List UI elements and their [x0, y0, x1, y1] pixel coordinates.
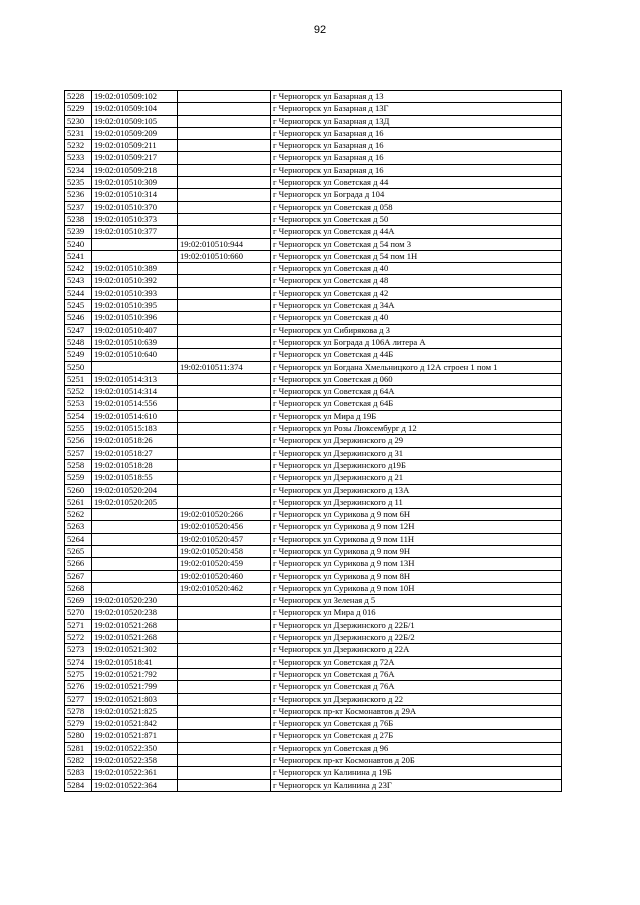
table-row [65, 201, 562, 213]
cell-room-cadastral-number [178, 275, 271, 287]
table-row [65, 213, 562, 225]
cell-room-cadastral-number: 19:02:010520:459 [178, 558, 271, 570]
cell-row-number: 5256 [65, 435, 92, 447]
cell-row-number: 5276 [65, 681, 92, 693]
cell-cadastral-number: 19:02:010522:350 [92, 742, 178, 754]
cell-room-cadastral-number [178, 164, 271, 176]
cell-cadastral-number: 19:02:010518:55 [92, 472, 178, 484]
cell-room-cadastral-number: 19:02:010510:660 [178, 250, 271, 262]
table-row [65, 656, 562, 668]
cell-cadastral-number: 19:02:010510:639 [92, 336, 178, 348]
cell-address: г Черногорск ул Мира д 19Б [271, 410, 562, 422]
table-row [65, 250, 562, 262]
cell-cadastral-number [92, 570, 178, 582]
cell-address: г Черногорск ул Дзержинского д 22 [271, 693, 562, 705]
cell-cadastral-number: 19:02:010510:309 [92, 177, 178, 189]
table-row [65, 595, 562, 607]
cell-address: г Черногорск ул Базарная д 16 [271, 140, 562, 152]
cell-room-cadastral-number: 19:02:010510:944 [178, 238, 271, 250]
cell-cadastral-number: 19:02:010521:803 [92, 693, 178, 705]
table-row [65, 238, 562, 250]
cell-row-number: 5235 [65, 177, 92, 189]
cell-row-number: 5263 [65, 521, 92, 533]
cell-row-number: 5262 [65, 509, 92, 521]
cell-cadastral-number: 19:02:010509:104 [92, 103, 178, 115]
cell-row-number: 5282 [65, 755, 92, 767]
cell-address: г Черногорск ул Советская д 72А [271, 656, 562, 668]
table-row [65, 693, 562, 705]
cell-room-cadastral-number [178, 226, 271, 238]
table-row [65, 164, 562, 176]
cell-room-cadastral-number [178, 91, 271, 103]
cell-room-cadastral-number: 19:02:010520:456 [178, 521, 271, 533]
cell-room-cadastral-number [178, 386, 271, 398]
cell-cadastral-number: 19:02:010520:230 [92, 595, 178, 607]
cell-cadastral-number [92, 558, 178, 570]
cell-cadastral-number: 19:02:010510:396 [92, 312, 178, 324]
cell-cadastral-number [92, 582, 178, 594]
cell-room-cadastral-number [178, 152, 271, 164]
table-row [65, 779, 562, 791]
cell-room-cadastral-number [178, 595, 271, 607]
table-row [65, 607, 562, 619]
cell-cadastral-number: 19:02:010521:825 [92, 705, 178, 717]
cell-row-number: 5248 [65, 336, 92, 348]
cell-address: г Черногорск ул Советская д 44А [271, 226, 562, 238]
table-row [65, 349, 562, 361]
cell-row-number: 5251 [65, 373, 92, 385]
cell-cadastral-number: 19:02:010514:610 [92, 410, 178, 422]
cell-address: г Черногорск ул Базарная д 16 [271, 164, 562, 176]
cell-row-number: 5269 [65, 595, 92, 607]
page-number: 92 [313, 24, 327, 36]
cell-cadastral-number: 19:02:010521:302 [92, 644, 178, 656]
cell-cadastral-number: 19:02:010518:28 [92, 459, 178, 471]
cell-cadastral-number: 19:02:010510:407 [92, 324, 178, 336]
cell-address: г Черногорск ул Базарная д 16 [271, 152, 562, 164]
cell-cadastral-number [92, 521, 178, 533]
cell-cadastral-number: 19:02:010509:217 [92, 152, 178, 164]
cell-cadastral-number: 19:02:010514:314 [92, 386, 178, 398]
table-row [65, 300, 562, 312]
cell-room-cadastral-number [178, 644, 271, 656]
cell-room-cadastral-number [178, 103, 271, 115]
cell-address: г Черногорск ул Дзержинского д 22Б/1 [271, 619, 562, 631]
cell-row-number: 5284 [65, 779, 92, 791]
cell-room-cadastral-number [178, 472, 271, 484]
cell-room-cadastral-number [178, 300, 271, 312]
cell-cadastral-number: 19:02:010510:393 [92, 287, 178, 299]
cell-cadastral-number: 19:02:010522:358 [92, 755, 178, 767]
cell-room-cadastral-number [178, 705, 271, 717]
cell-cadastral-number: 19:02:010509:209 [92, 127, 178, 139]
cell-room-cadastral-number [178, 312, 271, 324]
table-row [65, 730, 562, 742]
cell-cadastral-number: 19:02:010522:364 [92, 779, 178, 791]
cell-cadastral-number: 19:02:010515:183 [92, 423, 178, 435]
cell-cadastral-number: 19:02:010510:314 [92, 189, 178, 201]
cell-room-cadastral-number [178, 398, 271, 410]
cell-room-cadastral-number [178, 619, 271, 631]
cell-row-number: 5270 [65, 607, 92, 619]
cell-address: г Черногорск ул Мира д 016 [271, 607, 562, 619]
cell-room-cadastral-number [178, 410, 271, 422]
cell-room-cadastral-number [178, 213, 271, 225]
cell-row-number: 5232 [65, 140, 92, 152]
cell-address: г Черногорск пр-кт Космонавтов д 20Б [271, 755, 562, 767]
cell-row-number: 5250 [65, 361, 92, 373]
table-row [65, 644, 562, 656]
cell-address: г Черногорск ул Дзержинского д 22Б/2 [271, 632, 562, 644]
cell-cadastral-number: 19:02:010510:389 [92, 263, 178, 275]
table-row [65, 275, 562, 287]
registry-table [64, 90, 562, 792]
cell-cadastral-number: 19:02:010518:26 [92, 435, 178, 447]
table-row [65, 127, 562, 139]
cell-cadastral-number: 19:02:010509:102 [92, 91, 178, 103]
cell-room-cadastral-number [178, 755, 271, 767]
cell-row-number: 5253 [65, 398, 92, 410]
table-row [65, 177, 562, 189]
table-row [65, 619, 562, 631]
cell-address: г Черногорск ул Калинина д 23Г [271, 779, 562, 791]
cell-cadastral-number: 19:02:010521:268 [92, 632, 178, 644]
cell-cadastral-number: 19:02:010521:799 [92, 681, 178, 693]
cell-row-number: 5252 [65, 386, 92, 398]
cell-row-number: 5246 [65, 312, 92, 324]
cell-room-cadastral-number [178, 140, 271, 152]
cell-row-number: 5257 [65, 447, 92, 459]
cell-address: г Черногорск ул Сурикова д 9 пом 8Н [271, 570, 562, 582]
cell-address: г Черногорск ул Сурикова д 9 пом 13Н [271, 558, 562, 570]
cell-cadastral-number: 19:02:010521:842 [92, 718, 178, 730]
cell-room-cadastral-number [178, 447, 271, 459]
cell-cadastral-number: 19:02:010518:41 [92, 656, 178, 668]
table-row [65, 263, 562, 275]
cell-address: г Черногорск ул Советская д 64Б [271, 398, 562, 410]
cell-address: г Черногорск ул Советская д 96 [271, 742, 562, 754]
table-row [65, 533, 562, 545]
cell-address: г Черногорск ул Сурикова д 9 пом 9Н [271, 545, 562, 557]
cell-row-number: 5247 [65, 324, 92, 336]
cell-row-number: 5260 [65, 484, 92, 496]
cell-cadastral-number: 19:02:010521:792 [92, 668, 178, 680]
cell-row-number: 5259 [65, 472, 92, 484]
table-row [65, 570, 562, 582]
cell-address: г Черногорск ул Базарная д 16 [271, 127, 562, 139]
table-row [65, 668, 562, 680]
cell-row-number: 5264 [65, 533, 92, 545]
cell-address: г Черногорск ул Советская д 44 [271, 177, 562, 189]
cell-room-cadastral-number: 19:02:010520:460 [178, 570, 271, 582]
cell-row-number: 5230 [65, 115, 92, 127]
cell-cadastral-number: 19:02:010522:361 [92, 767, 178, 779]
cell-address: г Черногорск ул Дзержинского д 21 [271, 472, 562, 484]
table-row [65, 398, 562, 410]
table-row [65, 287, 562, 299]
cell-cadastral-number: 19:02:010509:105 [92, 115, 178, 127]
cell-row-number: 5241 [65, 250, 92, 262]
cell-cadastral-number [92, 545, 178, 557]
cell-room-cadastral-number [178, 693, 271, 705]
cell-address: г Черногорск ул Советская д 060 [271, 373, 562, 385]
cell-address: г Черногорск ул Розы Люксембург д 12 [271, 423, 562, 435]
registry-table-body [65, 91, 562, 792]
cell-row-number: 5258 [65, 459, 92, 471]
cell-room-cadastral-number [178, 607, 271, 619]
cell-room-cadastral-number [178, 742, 271, 754]
cell-row-number: 5234 [65, 164, 92, 176]
cell-row-number: 5277 [65, 693, 92, 705]
cell-address: г Черногорск ул Сибирякова д 3 [271, 324, 562, 336]
cell-address: г Черногорск ул Советская д 54 пом 1Н [271, 250, 562, 262]
cell-address: г Черногорск ул Базарная д 13Г [271, 103, 562, 115]
cell-row-number: 5281 [65, 742, 92, 754]
cell-address: г Черногорск ул Сурикова д 9 пом 10Н [271, 582, 562, 594]
cell-address: г Черногорск ул Сурикова д 9 пом 12Н [271, 521, 562, 533]
cell-row-number: 5271 [65, 619, 92, 631]
cell-address: г Черногорск ул Советская д 76А [271, 681, 562, 693]
cell-address: г Черногорск ул Сурикова д 9 пом 6Н [271, 509, 562, 521]
table-row [65, 410, 562, 422]
cell-address: г Черногорск ул Советская д 48 [271, 275, 562, 287]
cell-address: г Черногорск ул Дзержинского д 29 [271, 435, 562, 447]
cell-row-number: 5254 [65, 410, 92, 422]
cell-row-number: 5236 [65, 189, 92, 201]
cell-room-cadastral-number [178, 435, 271, 447]
cell-address: г Черногорск ул Бограда д 104 [271, 189, 562, 201]
cell-room-cadastral-number [178, 484, 271, 496]
cell-address: г Черногорск ул Дзержинского д 11 [271, 496, 562, 508]
cell-cadastral-number: 19:02:010520:238 [92, 607, 178, 619]
cell-address: г Черногорск ул Советская д 54 пом 3 [271, 238, 562, 250]
table-row [65, 423, 562, 435]
cell-cadastral-number [92, 238, 178, 250]
cell-row-number: 5280 [65, 730, 92, 742]
table-row [65, 361, 562, 373]
cell-address: г Черногорск ул Бограда д 106А литера А [271, 336, 562, 348]
cell-room-cadastral-number [178, 115, 271, 127]
table-row [65, 373, 562, 385]
table-row [65, 718, 562, 730]
cell-room-cadastral-number: 19:02:010520:457 [178, 533, 271, 545]
cell-address: г Черногорск ул Советская д 058 [271, 201, 562, 213]
cell-room-cadastral-number [178, 681, 271, 693]
cell-room-cadastral-number [178, 730, 271, 742]
cell-address: г Черногорск ул Богдана Хмельницкого д 12А строен 1 пом 1 [271, 361, 562, 373]
table-row [65, 582, 562, 594]
cell-room-cadastral-number: 19:02:010520:458 [178, 545, 271, 557]
cell-address: г Черногорск ул Советская д 34А [271, 300, 562, 312]
cell-row-number: 5283 [65, 767, 92, 779]
cell-cadastral-number [92, 250, 178, 262]
table-row [65, 386, 562, 398]
cell-room-cadastral-number: 19:02:010520:462 [178, 582, 271, 594]
table-row [65, 312, 562, 324]
cell-row-number: 5238 [65, 213, 92, 225]
table-row [65, 226, 562, 238]
cell-row-number: 5233 [65, 152, 92, 164]
cell-cadastral-number: 19:02:010521:268 [92, 619, 178, 631]
table-row [65, 152, 562, 164]
cell-room-cadastral-number [178, 373, 271, 385]
cell-row-number: 5268 [65, 582, 92, 594]
table-row [65, 447, 562, 459]
table-row [65, 140, 562, 152]
cell-address: г Черногорск ул Советская д 40 [271, 312, 562, 324]
cell-cadastral-number: 19:02:010510:640 [92, 349, 178, 361]
cell-row-number: 5243 [65, 275, 92, 287]
cell-row-number: 5279 [65, 718, 92, 730]
cell-cadastral-number: 19:02:010514:313 [92, 373, 178, 385]
table-row [65, 484, 562, 496]
cell-row-number: 5244 [65, 287, 92, 299]
cell-row-number: 5278 [65, 705, 92, 717]
table-row [65, 632, 562, 644]
cell-row-number: 5249 [65, 349, 92, 361]
cell-cadastral-number: 19:02:010510:377 [92, 226, 178, 238]
table-row [65, 681, 562, 693]
cell-address: г Черногорск ул Советская д 27Б [271, 730, 562, 742]
cell-room-cadastral-number [178, 324, 271, 336]
cell-row-number: 5265 [65, 545, 92, 557]
table-row [65, 324, 562, 336]
table-row [65, 336, 562, 348]
cell-row-number: 5267 [65, 570, 92, 582]
table-row [65, 435, 562, 447]
cell-room-cadastral-number [178, 336, 271, 348]
cell-cadastral-number: 19:02:010509:218 [92, 164, 178, 176]
cell-room-cadastral-number [178, 349, 271, 361]
table-row [65, 509, 562, 521]
cell-cadastral-number: 19:02:010510:373 [92, 213, 178, 225]
cell-address: г Черногорск ул Советская д 76Б [271, 718, 562, 730]
cell-row-number: 5229 [65, 103, 92, 115]
cell-row-number: 5261 [65, 496, 92, 508]
cell-row-number: 5273 [65, 644, 92, 656]
cell-room-cadastral-number [178, 767, 271, 779]
table-row [65, 459, 562, 471]
table-row [65, 521, 562, 533]
cell-room-cadastral-number [178, 423, 271, 435]
cell-address: г Черногорск ул Советская д 44Б [271, 349, 562, 361]
cell-cadastral-number [92, 509, 178, 521]
table-row [65, 189, 562, 201]
cell-room-cadastral-number [178, 459, 271, 471]
cell-cadastral-number [92, 361, 178, 373]
cell-cadastral-number: 19:02:010521:871 [92, 730, 178, 742]
cell-room-cadastral-number [178, 668, 271, 680]
cell-address: г Черногорск ул Дзержинского д 22А [271, 644, 562, 656]
cell-cadastral-number: 19:02:010509:211 [92, 140, 178, 152]
table-row [65, 742, 562, 754]
cell-address: г Черногорск ул Советская д 50 [271, 213, 562, 225]
table-row [65, 472, 562, 484]
cell-cadastral-number: 19:02:010520:204 [92, 484, 178, 496]
cell-room-cadastral-number [178, 263, 271, 275]
cell-cadastral-number: 19:02:010514:556 [92, 398, 178, 410]
table-row [65, 91, 562, 103]
cell-address: г Черногорск ул Базарная д 13Д [271, 115, 562, 127]
cell-room-cadastral-number [178, 127, 271, 139]
cell-row-number: 5231 [65, 127, 92, 139]
table-row [65, 705, 562, 717]
cell-address: г Черногорск ул Советская д 40 [271, 263, 562, 275]
cell-row-number: 5245 [65, 300, 92, 312]
table-row [65, 545, 562, 557]
cell-cadastral-number: 19:02:010510:395 [92, 300, 178, 312]
cell-address: г Черногорск ул Дзержинского д19Б [271, 459, 562, 471]
cell-address: г Черногорск ул Дзержинского д 13А [271, 484, 562, 496]
cell-address: г Черногорск ул Советская д 42 [271, 287, 562, 299]
cell-address: г Черногорск ул Советская д 76А [271, 668, 562, 680]
table-row [65, 115, 562, 127]
cell-cadastral-number: 19:02:010520:205 [92, 496, 178, 508]
cell-row-number: 5272 [65, 632, 92, 644]
cell-room-cadastral-number [178, 177, 271, 189]
cell-room-cadastral-number [178, 632, 271, 644]
cell-address: г Черногорск ул Базарная д 13 [271, 91, 562, 103]
cell-cadastral-number: 19:02:010518:27 [92, 447, 178, 459]
cell-room-cadastral-number [178, 718, 271, 730]
cell-room-cadastral-number: 19:02:010520:266 [178, 509, 271, 521]
cell-room-cadastral-number [178, 779, 271, 791]
cell-row-number: 5255 [65, 423, 92, 435]
cell-cadastral-number: 19:02:010510:370 [92, 201, 178, 213]
cell-address: г Черногорск ул Калинина д 19Б [271, 767, 562, 779]
cell-cadastral-number: 19:02:010510:392 [92, 275, 178, 287]
table-row [65, 496, 562, 508]
cell-row-number: 5240 [65, 238, 92, 250]
table-row [65, 558, 562, 570]
cell-address: г Черногорск ул Дзержинского д 31 [271, 447, 562, 459]
cell-row-number: 5266 [65, 558, 92, 570]
cell-row-number: 5274 [65, 656, 92, 668]
cell-cadastral-number [92, 533, 178, 545]
cell-room-cadastral-number: 19:02:010511:374 [178, 361, 271, 373]
cell-row-number: 5237 [65, 201, 92, 213]
cell-room-cadastral-number [178, 287, 271, 299]
cell-address: г Черногорск ул Советская д 64А [271, 386, 562, 398]
cell-room-cadastral-number [178, 496, 271, 508]
cell-row-number: 5228 [65, 91, 92, 103]
cell-address: г Черногорск ул Зеленая д 5 [271, 595, 562, 607]
cell-address: г Черногорск ул Сурикова д 9 пом 11Н [271, 533, 562, 545]
cell-row-number: 5239 [65, 226, 92, 238]
cell-room-cadastral-number [178, 656, 271, 668]
cell-row-number: 5275 [65, 668, 92, 680]
cell-address: г Черногорск пр-кт Космонавтов д 29А [271, 705, 562, 717]
table-row [65, 103, 562, 115]
table-row [65, 755, 562, 767]
cell-room-cadastral-number [178, 189, 271, 201]
cell-row-number: 5242 [65, 263, 92, 275]
cell-room-cadastral-number [178, 201, 271, 213]
table-row [65, 767, 562, 779]
